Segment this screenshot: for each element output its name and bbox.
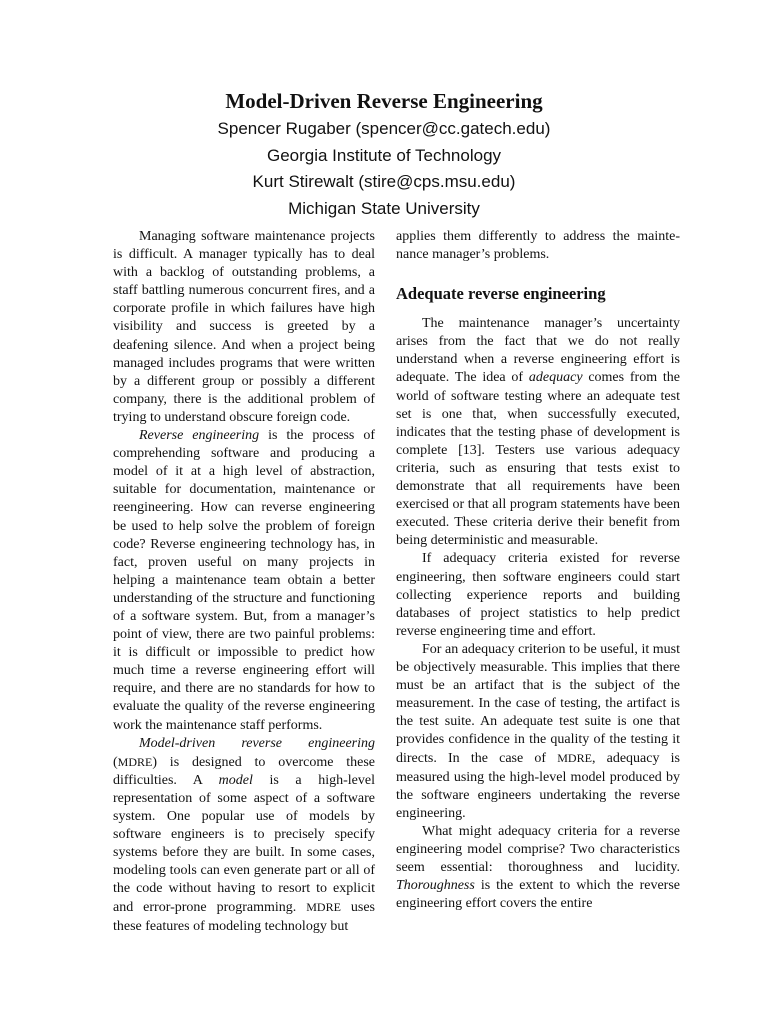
abbr-mdre: MDRE bbox=[117, 754, 153, 769]
term-thoroughness: Thoroughness bbox=[396, 878, 475, 894]
paragraph-intro: Managing software maintenance projects is difficult. A manager typically has to deal with a backlog of outstanding problems, a staff battling numerous concurrent fires, and a corporate profile in which failures have high visibility and success is greeted by a deafening silence. And when a project being managed includes programs that were written by a different group or possibly a different company, there is the additional problem of trying to understand obscure foreign code. bbox=[113, 229, 375, 425]
paragraph-measurable: For an adequacy criterion to be useful, it must be objectively measurable. This implies that there must be an artifact that is the subject of the measurement. In the case of testing, the artifact is the test suite. An adequate test suite is one that provides confidence in the quality of the testing it directs. In the case of MDRE, adequacy is measured using the high-level model produced by the software engineers undertaking the reverse engineering. bbox=[396, 641, 680, 821]
affiliation-1: Georgia Institute of Technology bbox=[266, 145, 502, 165]
term-reverse-engineering: Reverse engineering bbox=[139, 428, 260, 444]
abbr-mdre: MDRE bbox=[306, 900, 341, 915]
paragraph-adequacy: The maintenance manager’s uncertainty arises from the fact that we do not really understand when a reverse engineering effort is adequate. The idea of adequacy comes from the world of software testing where an adequate test set is one that, when successfully executed, indicates that the testing phase of development is complete [13]. Testers use various adequacy criteria, such as ensuring that tests exist to demonstrate that all requirements have been exercised or that all program statements have been executed. These criteria derive their benefit from being deterministic and measurable. bbox=[396, 316, 680, 549]
term-mdre: Model-driven reverse engineering bbox=[139, 735, 375, 751]
paragraph-mdre: Model-driven reverse engineering (MDRE) is designed to overcome these difficulties. A model is a high-level representation of some aspect of a software system. One popular use of models by software engineers is to precisely specify systems before they are built. In some cases, modeling tools can even generate part or all of the code without having to resort to explicit and error-prone programming. MDRE uses these features of modeling technology but bbox=[113, 735, 376, 934]
author-2: Kurt Stirewalt (stire@cps.msu.edu) bbox=[252, 172, 516, 191]
term-model: model bbox=[218, 772, 253, 788]
term-adequacy: adequacy bbox=[528, 370, 583, 386]
left-column bbox=[113, 228, 375, 936]
author-1: Spencer Rugaber (spencer@cc.gatech.edu) bbox=[217, 119, 551, 138]
paragraph-thoroughness: What might adequacy criteria for a reverse engineering model comprise? Two characteristics seem essential: thoroughness and lucidity. Thoroughness is the extent to which the reverse engineering effort covers the entire bbox=[396, 823, 680, 912]
paragraph-reverse-engineering: Reverse engineering is the process of comprehending software and producing a model of it at a high level of abstraction, suitable for documentation, maintenance or reengineering. How can reverse engineering be used to help solve the problem of foreign code? Reverse engineering technology has, in fact, proven useful on many projects in helping a maintenance team obtain a better understanding of the structure and functioning of a software system. But, from a manager’s point of view, there are two painful problems: it is difficult or impossible to predict how much time a reverse engineering effort will require, and there are no standards for how to evaluate the quality of the reverse engineering work the maintenance staff performs. bbox=[113, 428, 375, 733]
section-heading: Adequate reverse engineering bbox=[396, 284, 606, 304]
right-column bbox=[396, 228, 680, 913]
affiliation-2: Michigan State University bbox=[288, 198, 480, 218]
paragraph-criteria: If adequacy criteria existed for reverse engineering, then software engineers could start collecting experience reports and building databases of project statistics to help predict reverse engineering time and effort. bbox=[396, 551, 680, 639]
abbr-mdre: MDRE bbox=[557, 751, 592, 766]
paper-header bbox=[0, 86, 768, 222]
paragraph-continued: applies them differently to address the maintenance manager’s problems. bbox=[396, 229, 680, 263]
paper-title: Model-Driven Reverse Engineering bbox=[225, 89, 543, 113]
